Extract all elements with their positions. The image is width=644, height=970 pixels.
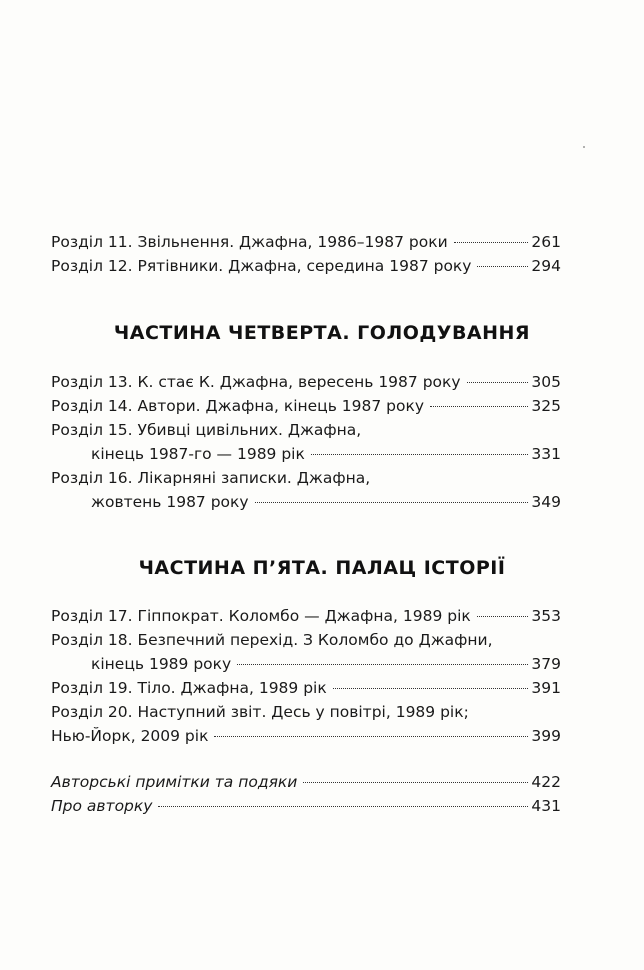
dot-leader [333, 688, 529, 689]
toc-page-number: 353 [531, 607, 561, 625]
toc-entry-title-cont: кінець 1989 року [91, 655, 232, 673]
toc-entry-ch16 [51, 466, 561, 514]
toc-page-number: 325 [531, 397, 561, 415]
toc-page-number: 294 [531, 257, 561, 275]
toc-page-number: 391 [531, 679, 561, 697]
toc-entry-about-author [51, 794, 561, 818]
toc-entry-ch18 [51, 628, 561, 676]
toc-page-number: 305 [531, 373, 561, 391]
toc-entry-title-cont: жовтень 1987 року [91, 493, 249, 511]
dot-leader [158, 806, 528, 807]
toc-entry-ch11 [51, 230, 561, 254]
toc-page-number: 399 [531, 727, 561, 745]
toc-page-number: 349 [531, 493, 561, 511]
toc-entry-ch12 [51, 254, 561, 278]
toc-entry-title: Розділ 14. Автори. Джафна, кінець 1987 року [51, 397, 425, 415]
toc-entry-title: Розділ 20. Наступний звіт. Десь у повітрі, 1989 рік; [51, 703, 469, 721]
toc-entry-ch19 [51, 676, 561, 700]
toc-page-number: 379 [531, 655, 561, 673]
dot-leader [477, 266, 528, 267]
toc-entry-title: Авторські примітки та подяки [51, 773, 298, 791]
toc-entry-acknowledgements [51, 770, 561, 794]
toc-entry-ch20 [51, 700, 561, 748]
toc-page-number: 331 [531, 445, 561, 463]
dot-leader [467, 382, 529, 383]
toc-entry-title: Розділ 18. Безпечний перехід. З Коломбо до Джафни, [51, 631, 493, 649]
toc-entry-title: Розділ 13. К. стає К. Джафна, вересень 1987 року [51, 373, 461, 391]
dot-leader [255, 502, 529, 503]
dot-leader [477, 616, 529, 617]
dot-leader [237, 664, 528, 665]
toc-entry-ch15 [51, 418, 561, 466]
toc-entry-title: Розділ 12. Рятівники. Джафна, середина 1987 року [51, 257, 472, 275]
toc-entry-title: Розділ 15. Убивці цивільних. Джафна, [51, 421, 362, 439]
dot-leader [214, 736, 528, 737]
toc-page-number: 261 [531, 233, 561, 251]
toc-entry-title: Розділ 16. Лікарняні записки. Джафна, [51, 469, 371, 487]
toc-entry-title: Про авторку [51, 797, 153, 815]
toc-entry-title-cont: Нью-Йорк, 2009 рік [51, 727, 209, 745]
toc-entry-title: Розділ 17. Гіппократ. Коломбо — Джафна, 1989 рік [51, 607, 471, 625]
toc-entry-title-cont: кінець 1987-го — 1989 рік [91, 445, 305, 463]
toc-entry-title: Розділ 19. Тіло. Джафна, 1989 рік [51, 679, 327, 697]
dot-leader [430, 406, 528, 407]
toc-entry-title: Розділ 11. Звільнення. Джафна, 1986–1987 роки [51, 233, 448, 251]
part-five-heading: ЧАСТИНА П’ЯТА. ПАЛАЦ ІСТОРІЇ [138, 557, 506, 579]
toc-entry-ch17 [51, 604, 561, 628]
toc-page-number: 431 [531, 797, 561, 815]
dot-leader [454, 242, 529, 243]
toc-page-number: 422 [531, 773, 561, 791]
part-four-heading: ЧАСТИНА ЧЕТВЕРТА. ГОЛОДУВАННЯ [113, 322, 531, 344]
toc-entry-ch13 [51, 370, 561, 394]
dot-leader [311, 454, 529, 455]
dot-leader [303, 782, 528, 783]
toc-entry-ch14 [51, 394, 561, 418]
paper-speck [583, 146, 585, 148]
